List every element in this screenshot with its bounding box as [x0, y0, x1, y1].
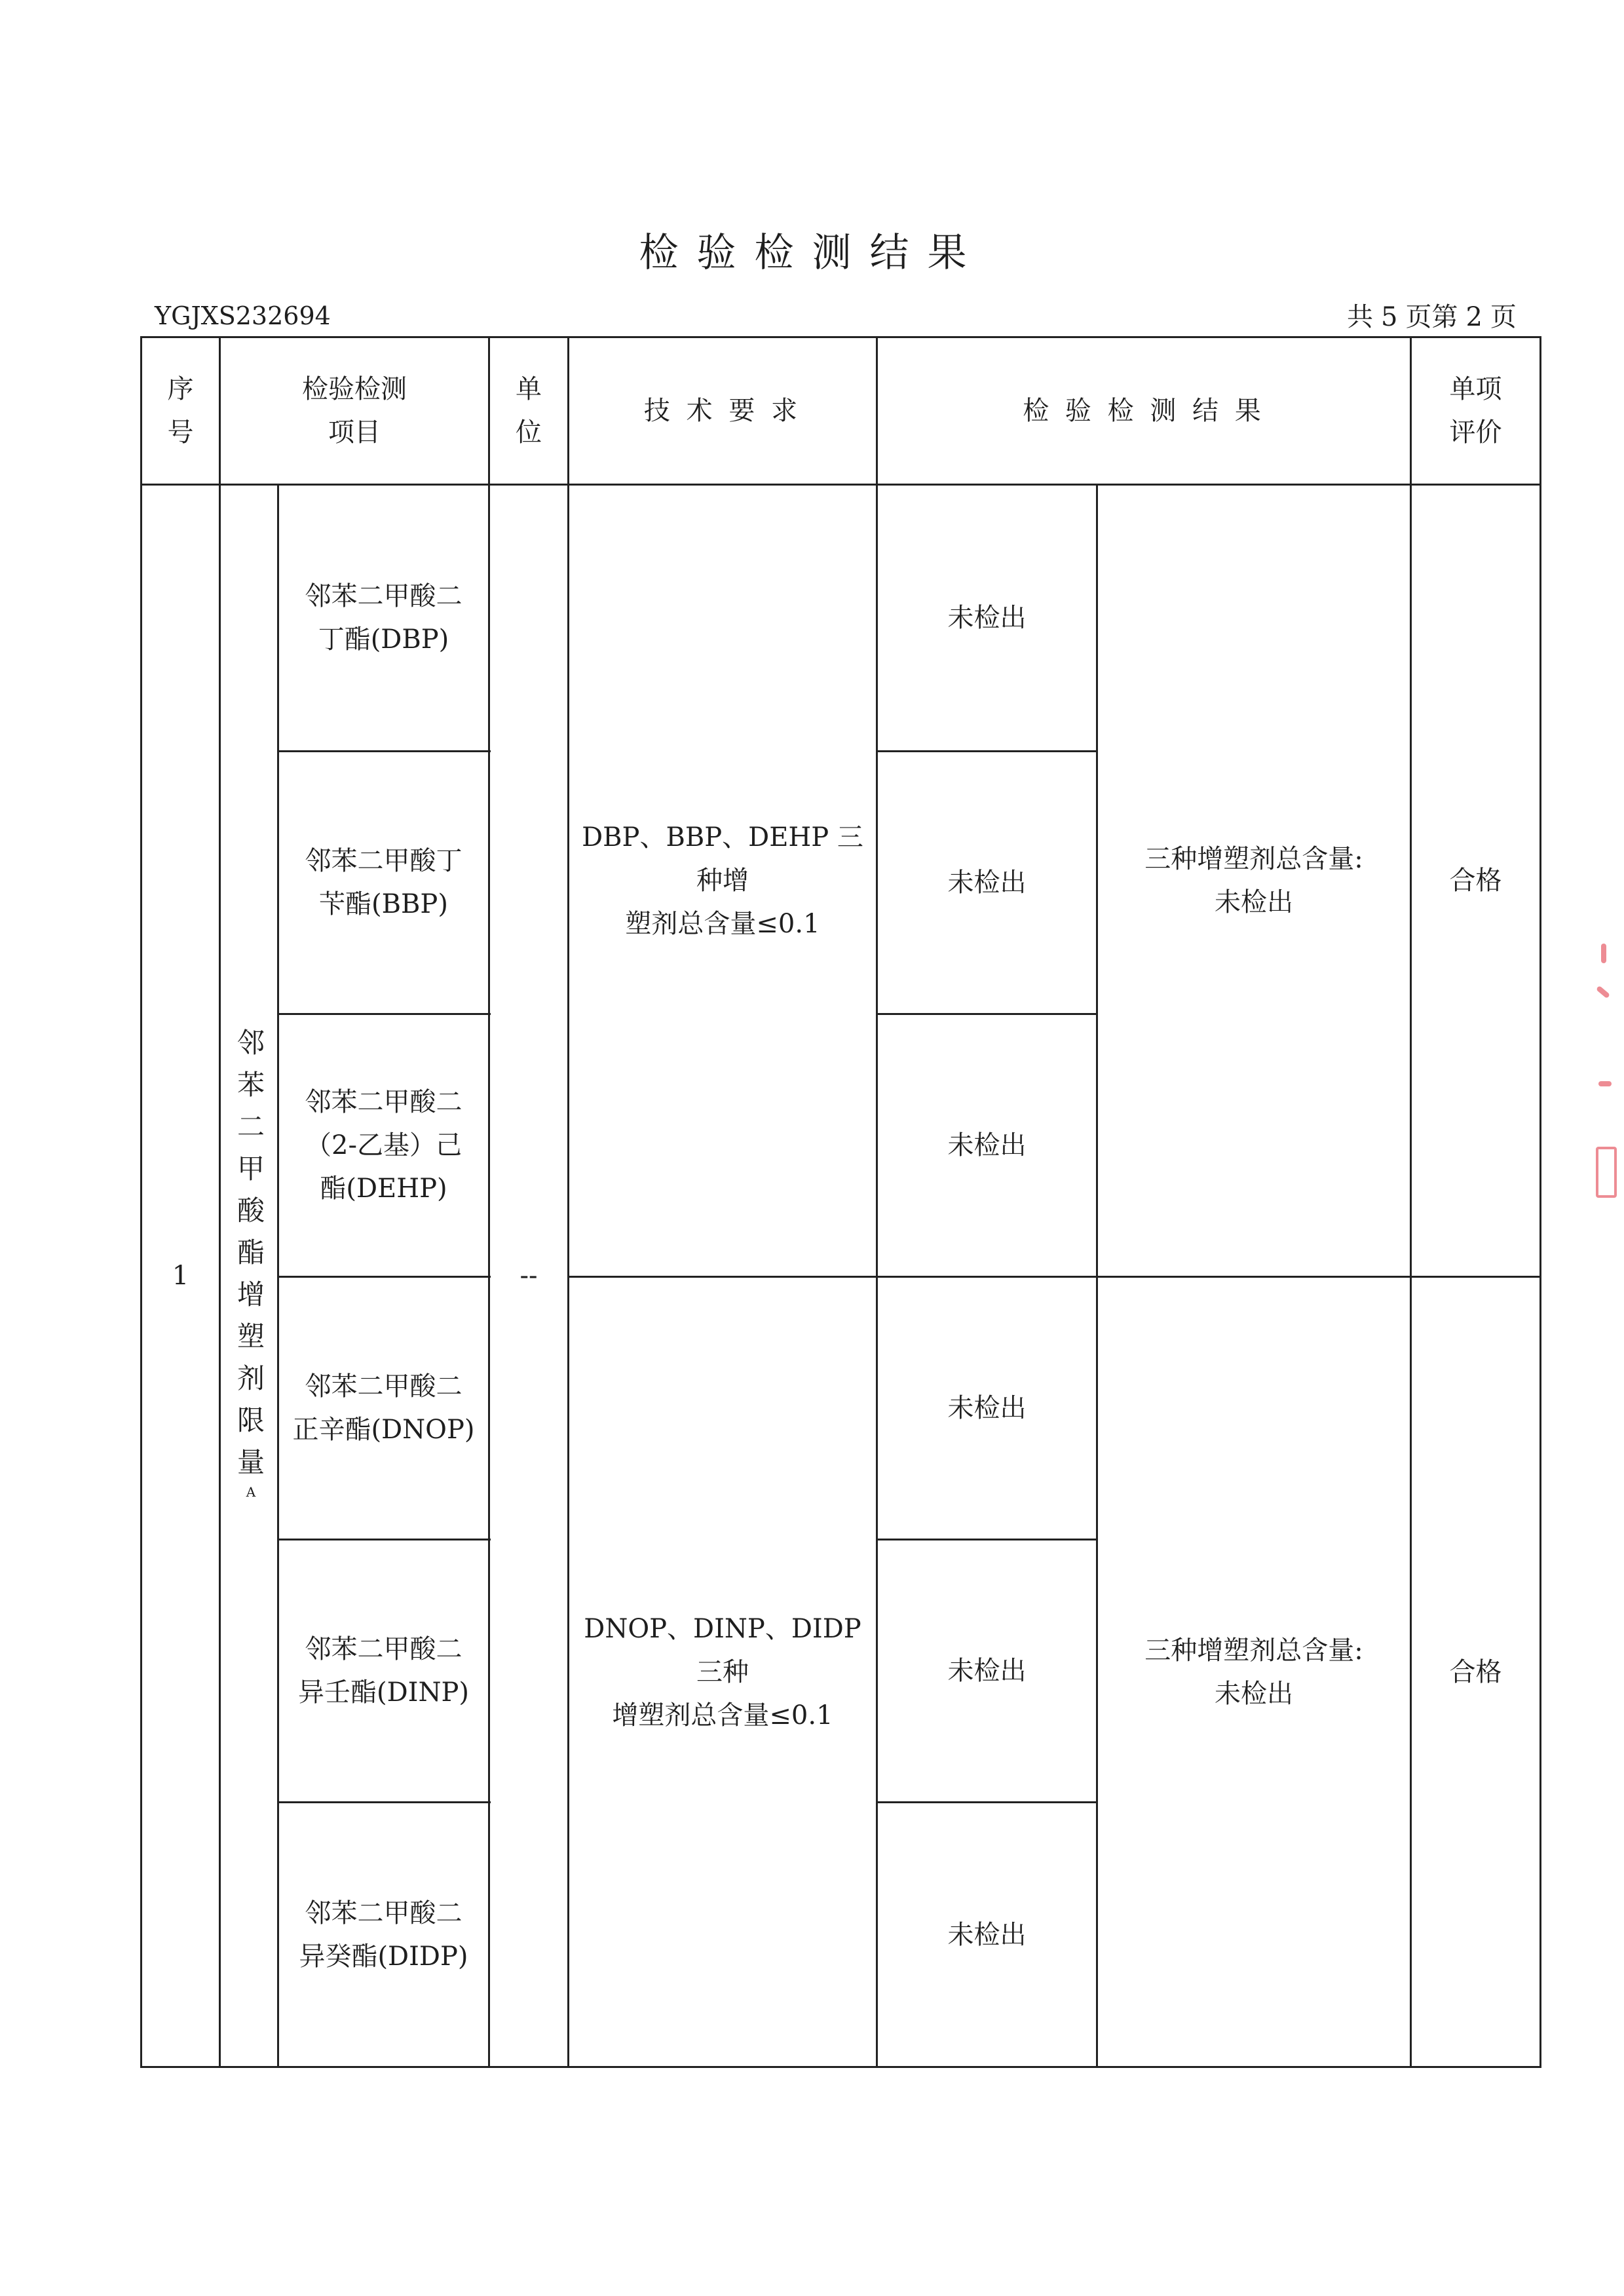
- subitem-didp: 邻苯二甲酸二 异癸酯(DIDP): [299, 1898, 468, 1972]
- evaluation-group-1: 合格: [1449, 866, 1502, 896]
- header-item: 检验检测 项目: [302, 374, 407, 448]
- result-didp: 未检出: [947, 1919, 1027, 1950]
- row-unit: --: [519, 1261, 538, 1291]
- total-result-group-1: 三种增塑剂总含量: 未检出: [1144, 844, 1363, 917]
- result-dinp: 未检出: [947, 1656, 1027, 1686]
- page-title: 检验检测结果: [639, 230, 985, 276]
- report-number: YGJXS232694: [155, 301, 331, 330]
- subitem-dinp: 邻苯二甲酸二 异壬酯(DINP): [298, 1634, 469, 1708]
- page-info: 共 5 页第 2 页: [1347, 302, 1517, 332]
- header-unit: 单 位: [516, 374, 542, 448]
- header-seq: 序 号: [167, 374, 194, 448]
- requirement-group-1: DBP、BBP、DEHP 三种增 塑剂总含量≤0.1: [582, 822, 863, 939]
- result-dnop: 未检出: [947, 1393, 1027, 1423]
- subitem-bbp: 邻苯二甲酸丁 苄酯(BBP): [305, 846, 463, 919]
- category-label: 邻 苯 二 甲 酸 酯 增 塑 剂 限 量 A: [233, 1022, 269, 1501]
- partial-seal-mark: [1592, 930, 1618, 1245]
- subitem-dnop: 邻苯二甲酸二 正辛酯(DNOP): [292, 1371, 475, 1445]
- subitem-dbp: 邻苯二甲酸二 丁酯(DBP): [305, 581, 463, 655]
- header-requirement: 技 术 要 求: [643, 396, 802, 426]
- subitem-dehp: 邻苯二甲酸二 （2-乙基）己 酯(DEHP): [305, 1087, 463, 1204]
- evaluation-group-2: 合格: [1449, 1656, 1502, 1687]
- requirement-group-2: DNOP、DINP、DIDP 三种 增塑剂总含量≤0.1: [584, 1613, 861, 1731]
- result-dehp: 未检出: [947, 1130, 1027, 1160]
- header-evaluation: 单项 评价: [1449, 374, 1502, 448]
- row-seq: 1: [172, 1261, 189, 1291]
- result-dbp: 未检出: [947, 603, 1027, 633]
- total-result-group-2: 三种增塑剂总含量: 未检出: [1144, 1635, 1363, 1709]
- header-result: 检 验 检 测 结 果: [1023, 396, 1265, 426]
- category-note: A: [246, 1484, 256, 1500]
- result-bbp: 未检出: [947, 868, 1027, 898]
